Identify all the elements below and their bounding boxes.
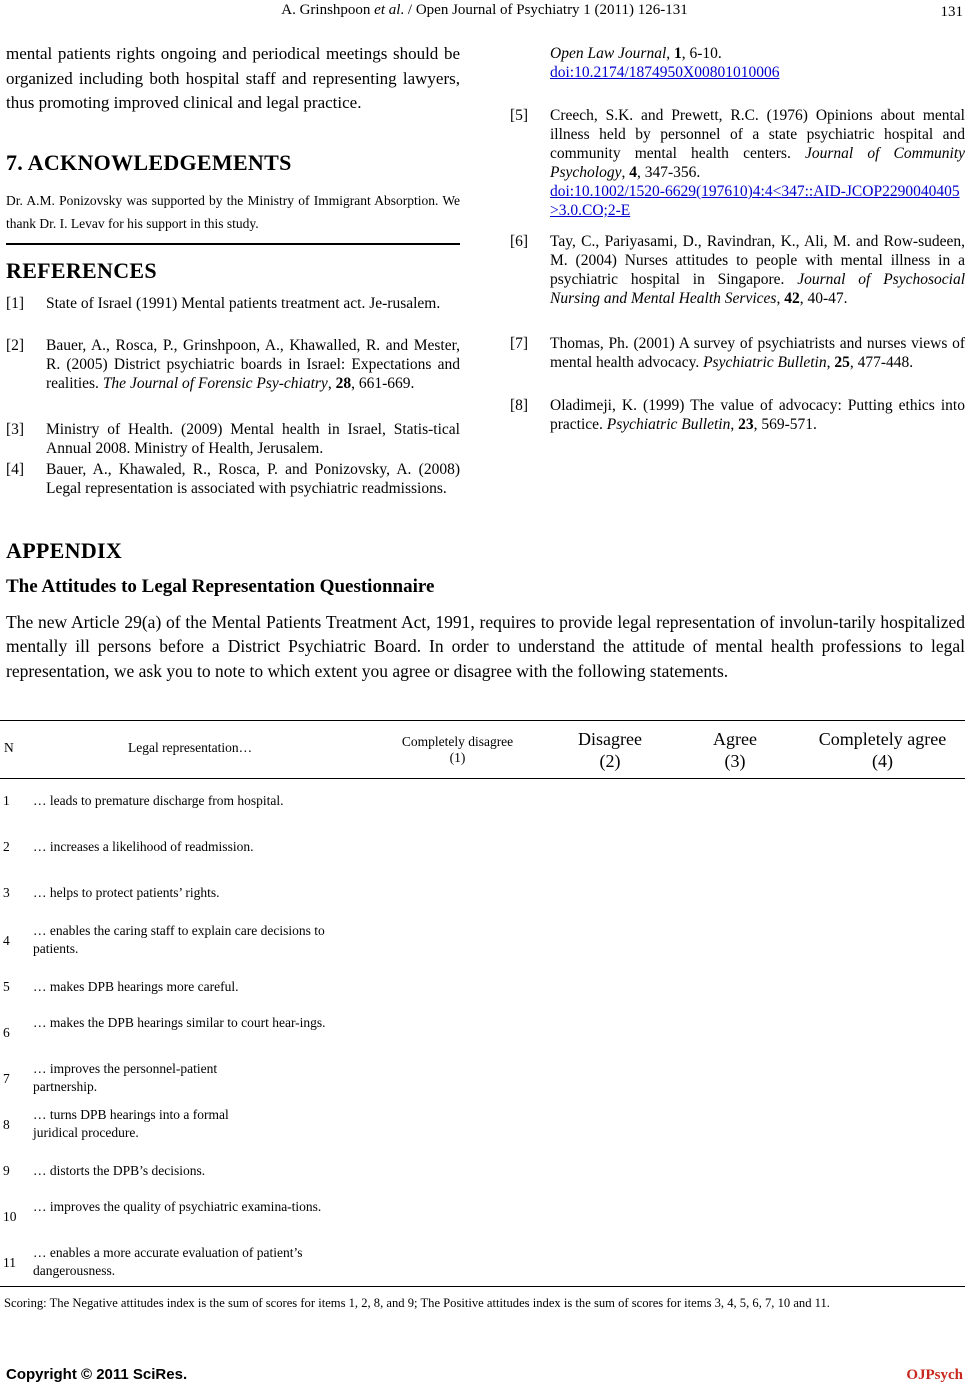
page-number: 131 xyxy=(940,4,963,20)
acknowledgements-heading: 7. ACKNOWLEDGEMENTS xyxy=(6,150,292,175)
running-header: A. Grinshpoon et al. / Open Journal of Psychiatry 1 (2011) 126-131 xyxy=(281,2,688,18)
col-header-disagree: Disagree (2) xyxy=(578,729,642,771)
journal-mark: OJPsych xyxy=(906,1367,963,1383)
reference-8: [8] Oladimeji, K. (1999) The value of advocacy: Putting ethics into practice. Psychiatric Bulletin, 23, 569-571. xyxy=(510,397,965,433)
conclusion-paragraph: mental patients rights ongoing and periodical meetings should be organized including both hospital staff and representing lawyers, thus promoting improved clinical and legal practice. xyxy=(6,44,460,112)
reference-1: [1] State of Israel (1991) Mental patients treatment act. Je-rusalem. xyxy=(6,295,441,312)
reference-3: [3] Ministry of Health. (2009) Mental health in Israel, Statis-tical Annual 2008. Ministry of Health, Jerusalem. xyxy=(6,421,460,457)
table-bottom-rule xyxy=(0,1286,965,1287)
reference-7: [7] Thomas, Ph. (2001) A survey of psychiatrists and nurses views of mental health advocacy. Psychiatric Bulletin, 25, 477-448. xyxy=(510,335,965,371)
reference-6: [6] Tay, C., Pariyasami, D., Ravindran, K., Ali, M. and Row-sudeen, M. (2004) Nurses attitudes to people with mental illness in a psychiatric hospital in Singapore. Journal of Psychosocial Nursing and Mental Health Services, 42, 40-47. xyxy=(510,233,965,307)
acknowledgements-text: Dr. A.M. Ponizovsky was supported by the Ministry of Immigrant Absorption. We thank Dr. I. Levav for his support in this study. xyxy=(6,193,460,231)
copyright: Copyright © 2011 SciRes. xyxy=(6,1366,188,1383)
reference-4-continued: Open Law Journal, 1, 6-10. doi:10.2174/1874950X00801010006 xyxy=(550,45,780,81)
col-header-n: N xyxy=(4,740,14,755)
table-top-rule xyxy=(0,720,965,721)
col-header-item: Legal representation… xyxy=(128,740,253,755)
table-header-rule xyxy=(0,778,965,779)
col-header-completely-disagree: Completely disagree (1) xyxy=(401,734,514,765)
section-divider xyxy=(6,243,460,245)
scoring-note: Scoring: The Negative attitudes index is the sum of scores for items 1, 2, 8, and 9; The Positive attitudes index is the sum of scores for items 3, 4, 5, 6, 7, 10 and 11. xyxy=(4,1296,830,1310)
reference-4: [4] Bauer, A., Khawaled, R., Rosca, P. and Ponizovsky, A. (2008) Legal representation is associated with psychiatric readmissions. xyxy=(6,461,460,497)
questionnaire-title: The Attitudes to Legal Representation Questionnaire xyxy=(6,576,435,597)
reference-2: [2] Bauer, A., Rosca, P., Grinshpoon, A., Khawalled, R. and Mester, R. (2005) District psychiatric boards in Israel: Expectations and realities. The Journal of Forensic Psy-chiatry, 28, 661-669. xyxy=(6,337,460,392)
references-heading: REFERENCES xyxy=(6,258,157,283)
appendix-intro: The new Article 29(a) of the Mental Patients Treatment Act, 1991, requires to provide legal representation of involun-tarily hospitalized mentally ill persons before a District Psychiatric Board. In order to understand the attitude of mental health professions to legal representation, we ask you to note to which extent you agree or disagree with the following statements. xyxy=(6,612,965,681)
doi-link[interactable]: doi:10.1002/1520-6629(197610)4:4<347::AID-JCOP2290040405>3.0.CO;2-E xyxy=(550,183,960,219)
reference-5: [5] Creech, S.K. and Prewett, R.C. (1976) Opinions about mental illness held by personnel of a state psychiatric hospital and community mental health centers. Journal of Community Psychology, 4, 347-356. doi:10.1002/1520-6629(197610)4:4<347::AID-JCOP2290040405>3.0.CO;2-E xyxy=(510,107,966,219)
doi-link[interactable]: doi:10.2174/1874950X00801010006 xyxy=(550,64,780,81)
appendix-heading: APPENDIX xyxy=(6,538,123,563)
col-header-completely-agree: Completely agree (4) xyxy=(818,729,947,771)
col-header-agree: Agree (3) xyxy=(713,729,757,771)
